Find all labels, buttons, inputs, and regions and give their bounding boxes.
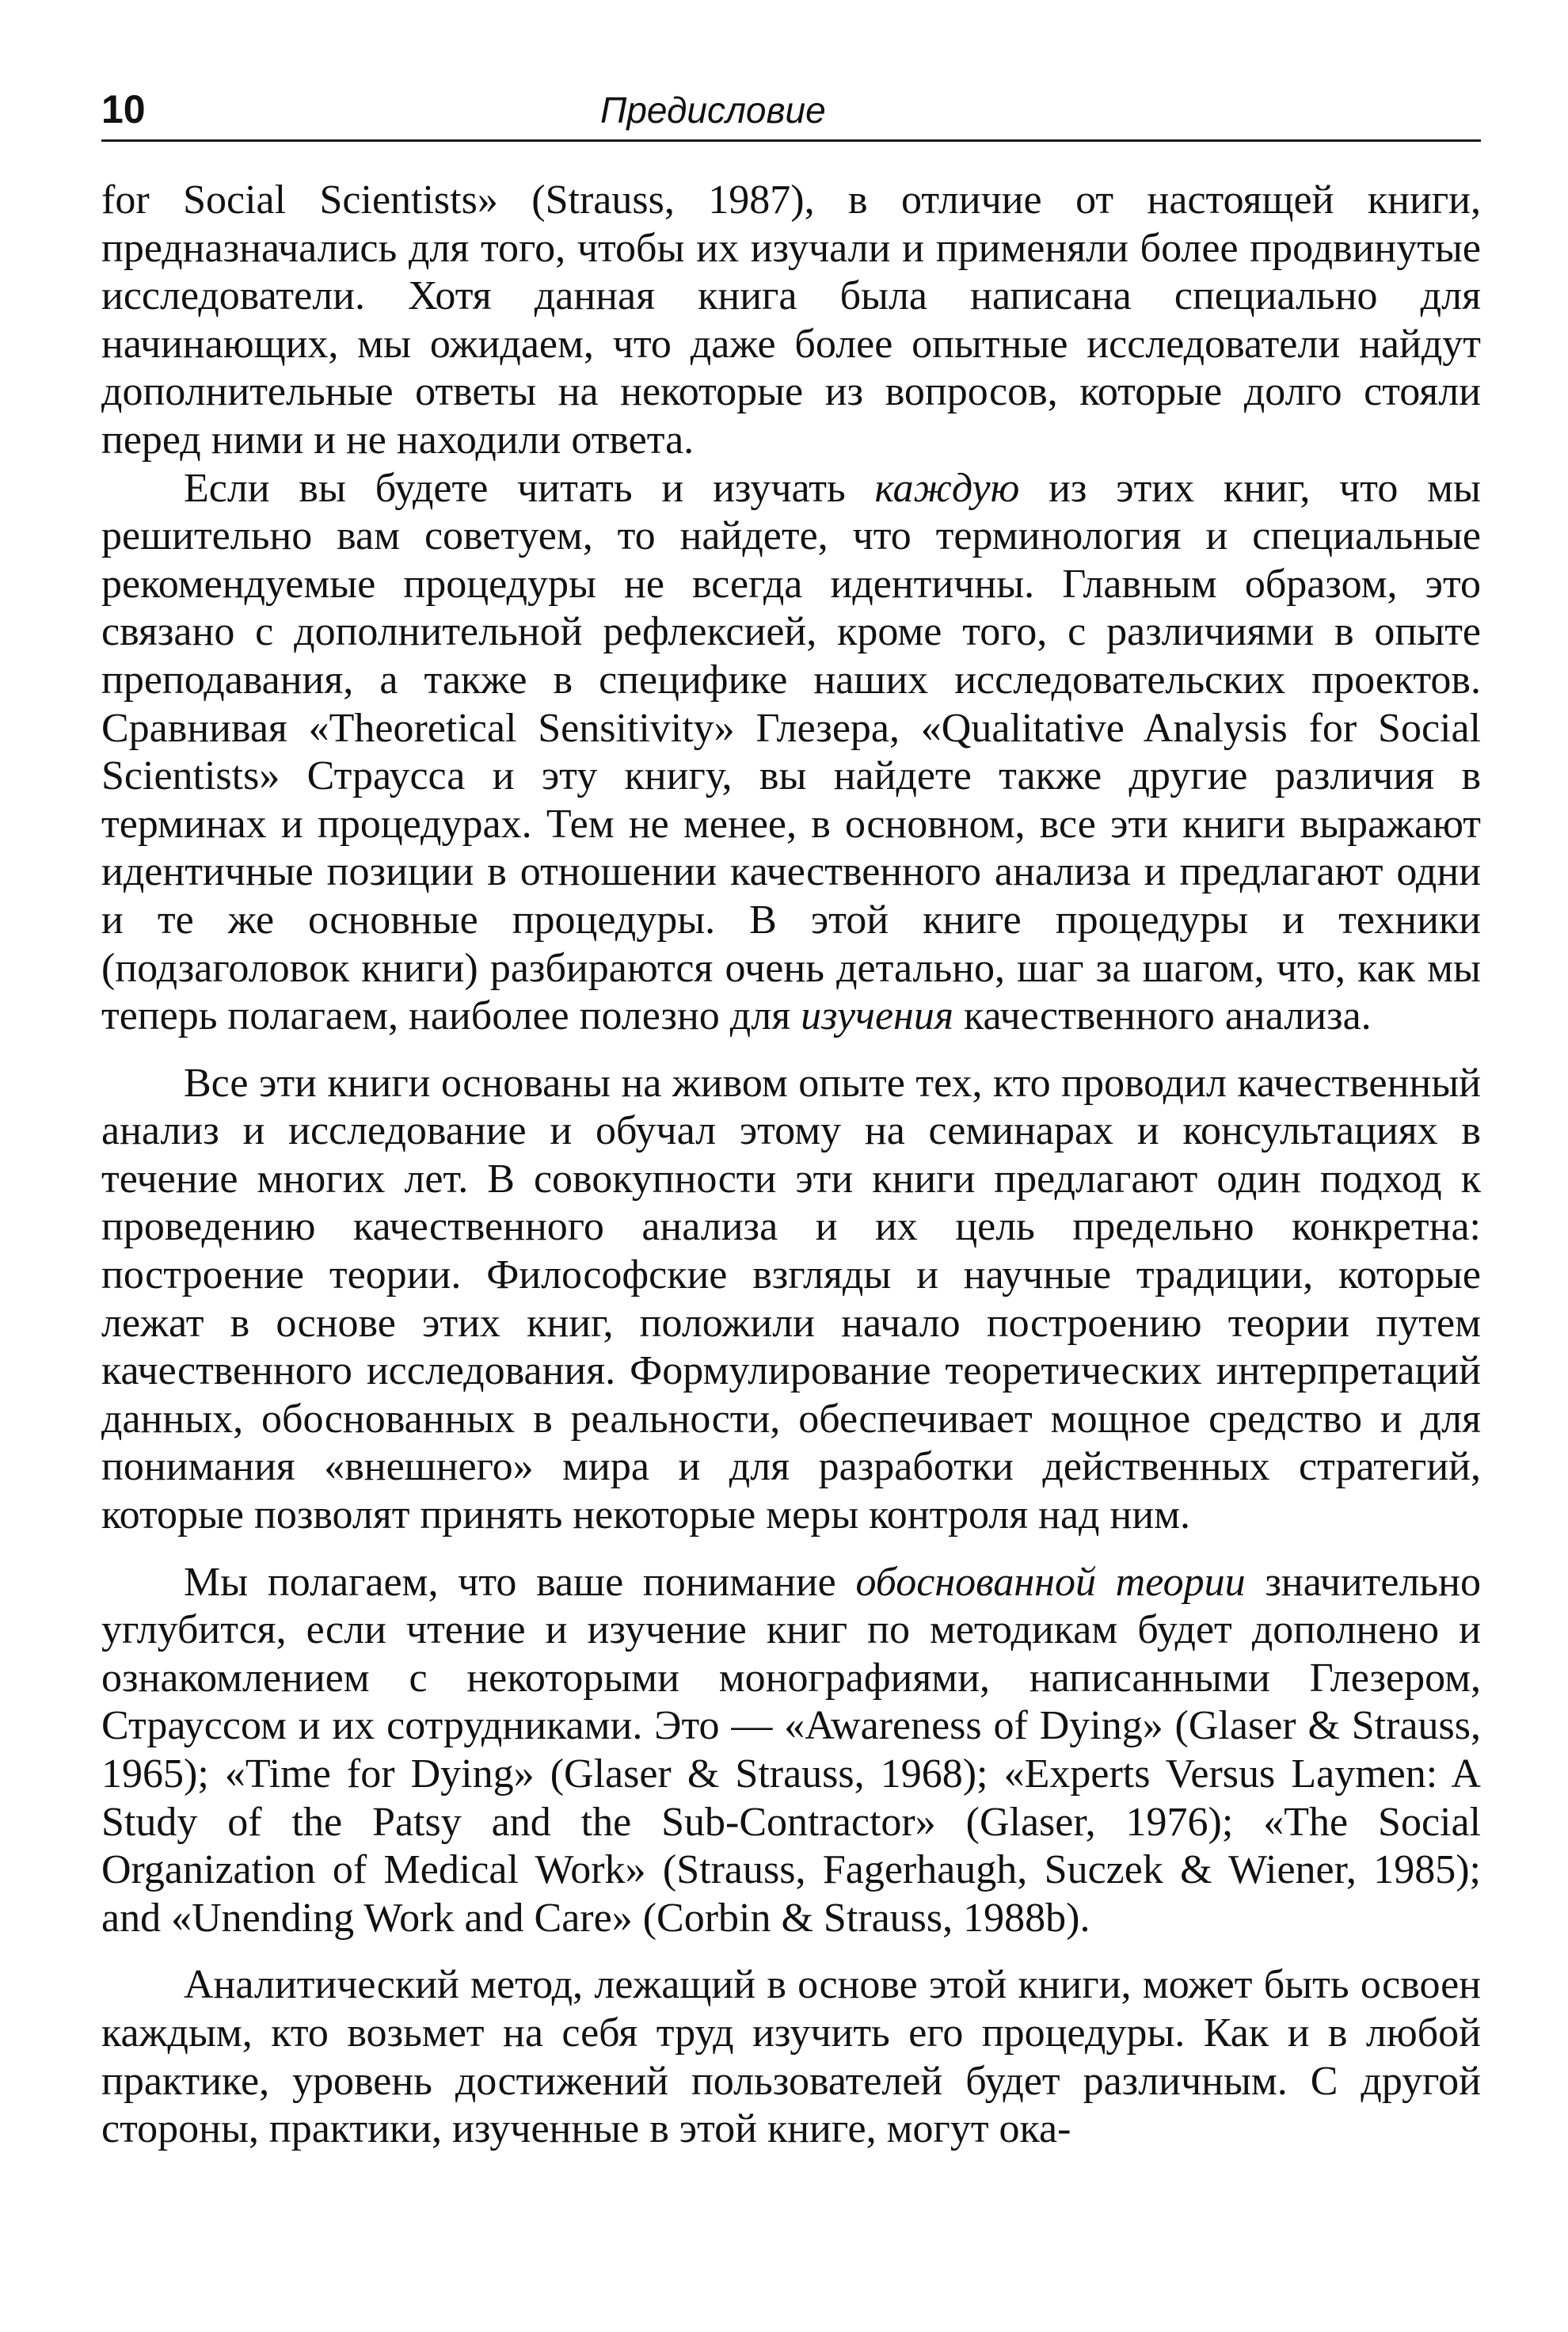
paragraph-2-text-c: качественного анализа. <box>953 993 1372 1039</box>
running-header <box>101 79 1481 142</box>
section-title: Предисловие <box>600 90 826 131</box>
paragraph-1-text: for Social Scientists» (Strauss, 1987), в отличие от настоящей книги, предназначались для того, чтобы их изучали и применяли более продвинутые исследователи. Хотя данная книга была написана специально для начинающих, мы ожидаем, что даже более опытные исследователи найдут дополнительные ответы на некоторые из вопросов, которые долго стояли перед ними и не находили ответа. <box>101 177 1481 463</box>
paragraph-4-text-b: значительно углубится, если чтение и изучение книг по методикам будет дополнено и ознакомлением с некоторыми монографиями, написанными Глезером, Страуссом и их сотрудниками. Это — «Awareness of Dying» (Glaser & Strauss, 1965); «Time for Dying» (Glaser & Strauss, 1968); «Experts Versus Laymen: A Study of the Patsy and the Sub-Contractor» (Glaser, 1976); «The Social Organization of Medical Work» (Strauss, Fagerhaugh, Suczek & Wiener, 1985); and «Unending Work and Care» (Corbin & Strauss, 1988b). <box>101 1559 1481 1941</box>
paragraph-3 <box>101 1060 1481 1540</box>
paragraph-4 <box>101 1559 1481 1943</box>
paragraph-5-text: Аналитический метод, лежащий в основе этой книги, может быть освоен каждым, кто возьмет на себя труд изучить его процедуры. Как и в любой практике, уровень достижений пользователей будет различным. С другой стороны, практики, изученные в этой книге, могут ока- <box>101 1962 1481 2152</box>
paragraph-3-text: Все эти книги основаны на живом опыте тех, кто проводил качественный анализ и исследование и обучал этому на семинарах и консультациях в течение многих лет. В совокупности эти книги предлагают один подход к проведению качественного анализа и их цель предельно конкретна: построение теории. Философские взгляды и научные традиции, которые лежат в основе этих книг, положили начало построению теории путем качественного исследования. Формулирование теоретических интерпретаций данных, обоснованных в реальности, обеспечивает мощное средство и для понимания «внешнего» мира и для разработки действенных стратегий, которые позволят принять некоторые меры контроля над ним. <box>101 1060 1481 1538</box>
book-page <box>101 79 1481 2154</box>
paragraph-2-text-a: Если вы будете читать и изучать <box>184 465 875 511</box>
paragraph-2 <box>101 465 1481 1041</box>
body-text <box>101 177 1481 2154</box>
paragraph-2-text-b: из этих книг, что мы решительно вам советуем, то найдете, что терминология и специальные рекомендуемые процедуры не всегда идентичны. Главным образом, это связано с дополнительной рефлексией, кроме того, с различиями в опыте преподавания, а также в специфике наших исследовательских проектов. Сравнивая «Theoretical Sensitivity» Глезера, «Qualitative Analysis for Social Scientists» Страусса и эту книгу, вы найдете также другие различия в терминах и процедурах. Тем не менее, в основном, все эти книги выражают идентичные позиции в отношении качественного анализа и предлагают одни и те же основные процедуры. В этой книге процедуры и техники (подзаголовок книги) разбираются очень детально, шаг за шагом, что, как мы теперь полагаем, наиболее полезно для <box>101 465 1481 1039</box>
paragraph-2-emphasis-b: изучения <box>801 993 953 1039</box>
paragraph-5 <box>101 1961 1481 2153</box>
paragraph-4-emphasis: обоснованной теории <box>855 1559 1246 1605</box>
paragraph-4-text-a: Мы полагаем, что ваше понимание <box>184 1559 856 1605</box>
paragraph-2-emphasis-a: каждую <box>874 465 1020 511</box>
page-number: 10 <box>101 87 146 131</box>
paragraph-1 <box>101 177 1481 465</box>
